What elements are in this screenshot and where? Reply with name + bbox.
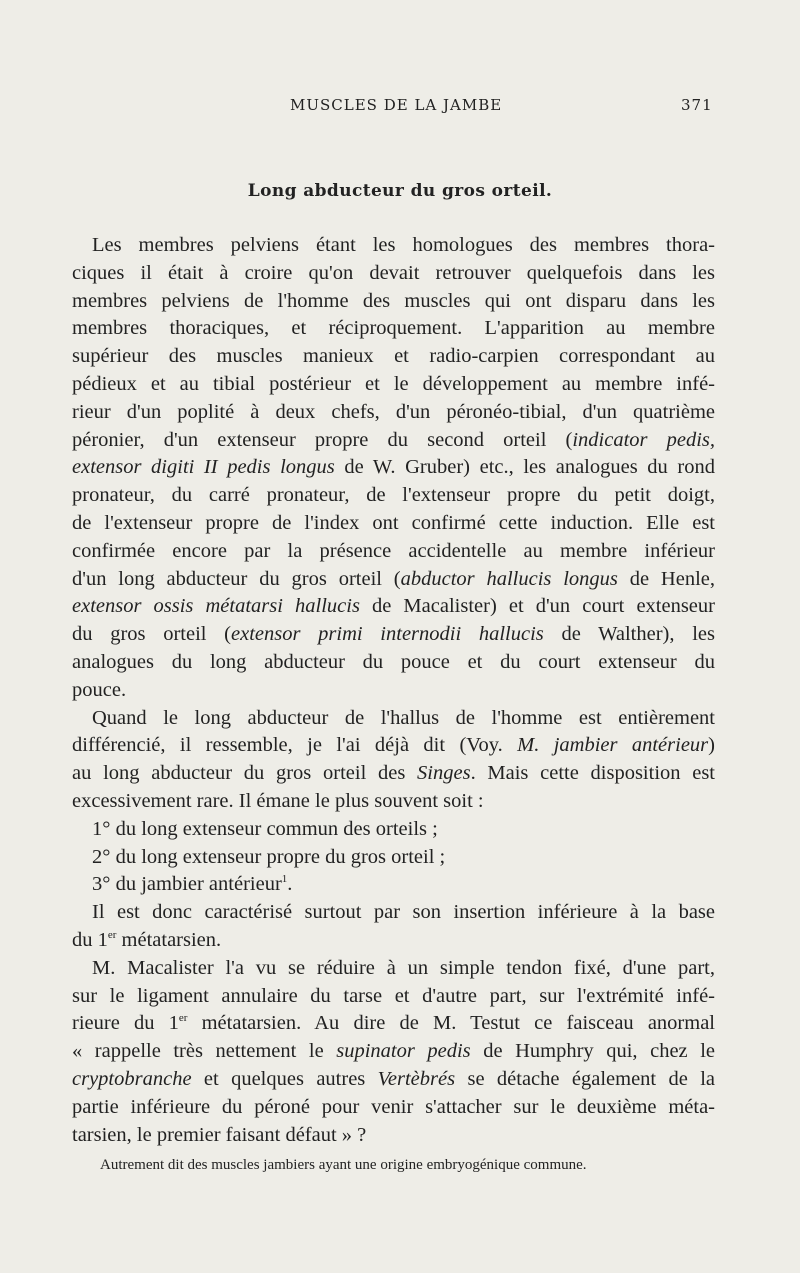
- text-line: membres thoraciques, et réciproquement. L'apparition au membre: [72, 317, 715, 340]
- text-run: différencié, il ressemble, je l'ai déjà dit (Voy.: [72, 734, 518, 757]
- footnote: Autrement dit des muscles jambiers ayant une origine embryogénique commune.: [100, 1157, 587, 1173]
- text-line: M. Macalister l'a vu se réduire à un simple tendon fixé, d'une part,: [92, 956, 715, 979]
- text-line: supérieur des muscles manieux et radio-carpien correspondant au: [72, 345, 715, 368]
- text-line: Il est donc caractérisé surtout par son insertion inférieure à la base: [92, 901, 715, 924]
- page-number: 371: [681, 96, 713, 114]
- ordinal-suffix: er: [107, 928, 117, 941]
- italic-term: Vertèbrés: [377, 1067, 456, 1090]
- text-line: Quand le long abducteur de l'hallus de l'homme est entièrement: [92, 706, 715, 729]
- text-run: et quelques autres: [191, 1067, 378, 1090]
- text-line: [72, 1038, 715, 1066]
- text-run: de Macalister) et d'un court extenseur: [359, 595, 715, 618]
- italic-reference: M. jambier antérieur: [517, 734, 709, 757]
- text-run: péronier, d'un extenseur propre du second orteil (: [72, 428, 573, 451]
- latin-term: extensor digiti II pedis longus: [72, 456, 335, 479]
- text-run: de W. Gruber) etc., les analogues du rond: [334, 456, 715, 479]
- text-run: de Humphry qui, chez le: [470, 1040, 715, 1063]
- text-line: [72, 1010, 715, 1038]
- text-line: pouce.: [72, 678, 127, 701]
- text-run: .: [287, 873, 293, 896]
- text-line: partie inférieure du péroné pour venir s'attacher sur le deuxième méta-: [72, 1095, 715, 1118]
- text-run: « rappelle très nettement le: [72, 1040, 337, 1063]
- footnote-marker: 1: [281, 873, 288, 886]
- latin-term: extensor ossis métatarsi hallucis: [72, 595, 360, 618]
- running-head: [0, 96, 800, 120]
- text-run: de Walther), les: [543, 623, 715, 646]
- text-line: pronateur, du carré pronateur, de l'extenseur propre du petit doigt,: [72, 484, 715, 507]
- ordinal-suffix: er: [178, 1012, 188, 1025]
- text-run: du 1: [72, 928, 108, 951]
- text-line: [72, 427, 715, 455]
- italic-term: cryptobranche: [72, 1067, 192, 1090]
- text-run: d'un long abducteur du gros orteil (: [72, 567, 401, 590]
- text-line: pédieux et au tibial postérieur et le développement au membre infé-: [72, 372, 715, 395]
- section-title: Long abducteur du gros orteil.: [247, 181, 553, 201]
- text-line: [72, 566, 715, 594]
- latin-term: extensor primi internodii hallucis: [231, 623, 544, 646]
- text-line: excessivement rare. Il émane le plus souvent soit :: [72, 789, 484, 812]
- text-run: métatarsien.: [116, 928, 222, 951]
- text-line: [72, 593, 715, 621]
- text-line: analogues du long abducteur du pouce et du court extenseur du: [72, 650, 715, 673]
- text-line: tarsien, le premier faisant défaut » ?: [72, 1123, 367, 1146]
- text-run: métatarsien. Au dire de M. Testut ce faisceau anormal: [187, 1012, 715, 1035]
- text-line: rieur d'un poplité à deux chefs, d'un péronéo-tibial, d'un quatrième: [72, 400, 715, 423]
- text-line: [72, 1066, 715, 1094]
- list-item: 2° du long extenseur propre du gros orteil ;: [92, 845, 446, 868]
- text-run: de Henle,: [617, 567, 715, 590]
- text-line: sur le ligament annulaire du tarse et d'autre part, sur l'extrémité infé-: [72, 984, 715, 1007]
- latin-term: abductor hallucis longus: [400, 567, 618, 590]
- italic-term: Singes: [417, 762, 471, 785]
- text-run: du gros orteil (: [72, 623, 232, 646]
- text-run: 3° du jambier antérieur: [92, 873, 282, 896]
- list-item: 1° du long extenseur commun des orteils ;: [92, 817, 438, 840]
- text-line: Les membres pelviens étant les homologues des membres thora-: [92, 234, 715, 256]
- list-item: [72, 871, 715, 899]
- text-run: ): [708, 734, 715, 757]
- running-title: MUSCLES DE LA JAMBE: [290, 96, 503, 114]
- text-line: membres pelviens de l'homme des muscles qui ont disparu dans les: [72, 289, 715, 312]
- text-line: confirmée encore par la présence accidentelle au membre inférieur: [72, 539, 715, 562]
- text-line: [72, 760, 715, 788]
- latin-term: supinator pedis: [336, 1040, 471, 1063]
- body-text: [72, 232, 715, 1149]
- text-run: se détache également de la: [455, 1067, 715, 1090]
- text-line: de l'extenseur propre de l'index ont confirmé cette induction. Elle est: [72, 511, 715, 534]
- latin-term: indicator pedis,: [572, 428, 716, 451]
- text-run: au long abducteur du gros orteil des: [72, 762, 418, 785]
- text-line: [72, 454, 715, 482]
- text-line: ciques il était à croire qu'on devait retrouver quelquefois dans les: [72, 261, 715, 284]
- text-line: [72, 732, 715, 760]
- text-line: [72, 621, 715, 649]
- text-run: rieure du 1: [72, 1012, 179, 1035]
- text-line: [72, 927, 715, 955]
- text-run: . Mais cette disposition est: [470, 762, 715, 785]
